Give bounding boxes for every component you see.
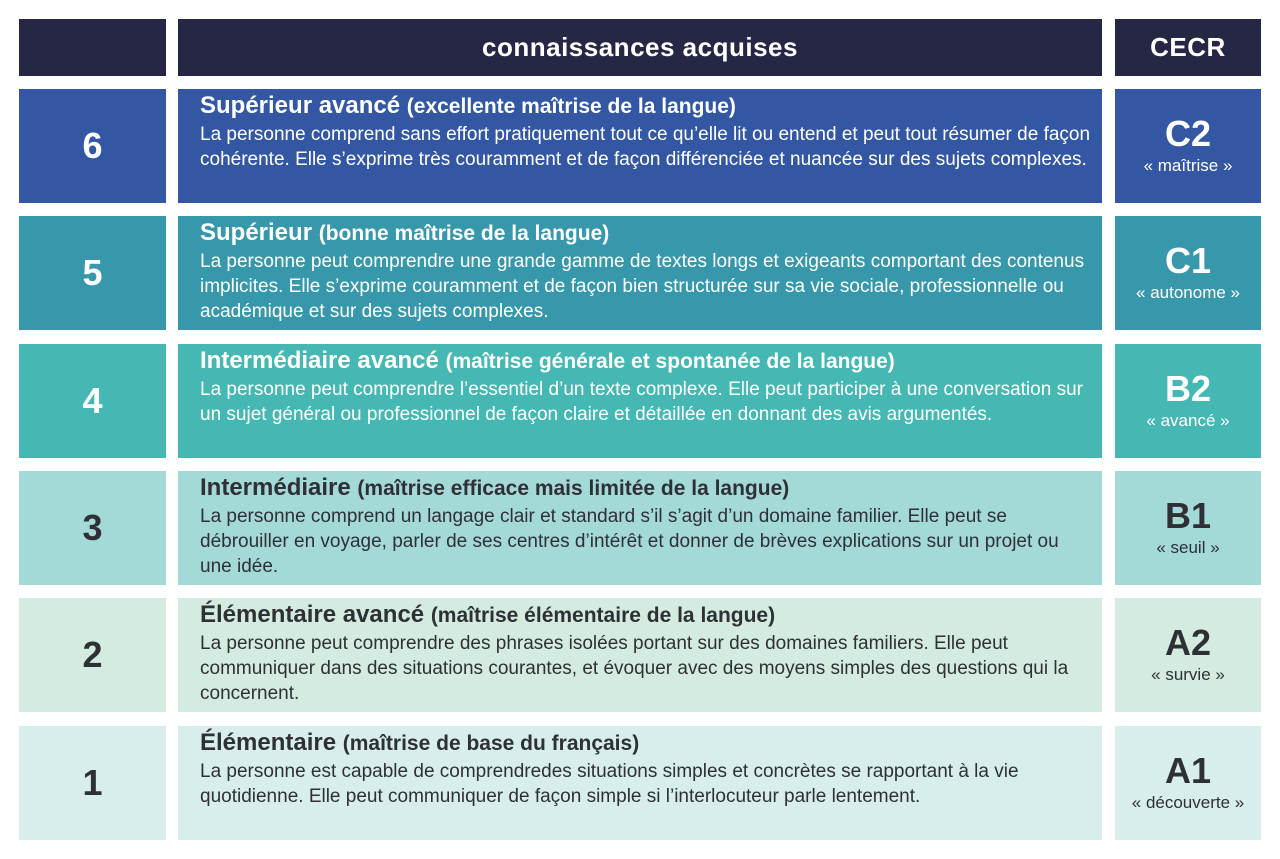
- level-label: « survie »: [1151, 665, 1225, 684]
- level-label: « seuil »: [1156, 538, 1220, 557]
- header-empty-cell: [19, 19, 166, 76]
- row-title-sub: (maîtrise élémentaire de la langue): [430, 604, 776, 627]
- row-title: [200, 218, 1092, 249]
- row-number-1: [19, 726, 166, 840]
- row-title: [200, 600, 1092, 631]
- level-label: « découverte »: [1131, 793, 1245, 812]
- row-number-5: [19, 216, 166, 330]
- row-level-5: [1115, 216, 1261, 330]
- row-title: [200, 728, 1092, 759]
- row-number: 6: [82, 125, 103, 166]
- level-label: « maîtrise »: [1143, 156, 1233, 175]
- row-level-3: [1115, 471, 1261, 585]
- level-code: A1: [1164, 750, 1212, 791]
- row-number: 1: [82, 762, 103, 803]
- level-code: C1: [1164, 240, 1212, 281]
- row-title-sub: (maîtrise générale et spontanée de la langue): [445, 350, 895, 373]
- row-title-main: Supérieur avancé: [200, 92, 401, 119]
- header-cecr: CECR: [1115, 19, 1261, 76]
- row-text: La personne peut comprendre l’essentiel d’un texte complexe. Elle peut participer à une conversation sur un sujet général ou professionnel de façon claire et détaillée en donnant des avis argumentés.: [200, 379, 1083, 425]
- row-description-2: [178, 598, 1102, 712]
- row-description-3: [178, 471, 1102, 585]
- row-number-3: [19, 471, 166, 585]
- row-number: 4: [82, 380, 103, 421]
- level-code: C2: [1164, 113, 1212, 154]
- row-title-sub: (excellente maîtrise de la langue): [406, 95, 736, 118]
- level-code: B1: [1164, 495, 1212, 536]
- row-title-main: Supérieur: [200, 219, 313, 246]
- row-text: La personne comprend un langage clair et standard s’il s’agit d’un domaine familier. Elle peut se débrouiller en voyage, parler de ses centres d’intérêt et donner de brèves explications sur un projet ou une idée.: [200, 506, 1059, 577]
- row-title-sub: (maîtrise efficace mais limitée de la langue): [357, 477, 790, 500]
- header-title: connaissances acquises: [178, 19, 1102, 76]
- level-code: A2: [1164, 622, 1212, 663]
- row-title-main: Élémentaire: [200, 729, 337, 756]
- row-number: 2: [82, 634, 103, 675]
- row-level-4: [1115, 344, 1261, 458]
- row-description-1: [178, 726, 1102, 840]
- row-title-main: Intermédiaire: [200, 474, 351, 501]
- row-title-sub: (bonne maîtrise de la langue): [318, 222, 610, 245]
- row-title: [200, 91, 1092, 122]
- row-title-main: Intermédiaire avancé: [200, 347, 439, 374]
- row-description-6: [178, 89, 1102, 203]
- level-code: B2: [1164, 368, 1212, 409]
- row-number: 5: [82, 252, 103, 293]
- row-number-6: [19, 89, 166, 203]
- row-text: La personne peut comprendre des phrases isolées portant sur des domaines familiers. Elle peut communiquer dans des situations courantes, et évoquer avec des moyens simples des questions qui la concernent.: [200, 633, 1069, 704]
- row-level-6: [1115, 89, 1261, 203]
- row-description-5: [178, 216, 1102, 330]
- row-title: [200, 346, 1092, 377]
- level-label: « autonome »: [1136, 283, 1240, 302]
- row-text: La personne comprend sans effort pratiquement tout ce qu’elle lit ou entend et peut tout résumer de façon cohérente. Elle s’exprime très couramment et de façon différenciée et nuancée sur des sujets complexes.: [200, 124, 1091, 170]
- row-level-1: [1115, 726, 1261, 840]
- row-text: La personne est capable de comprendredes situations simples et concrètes se rapportant à la vie quotidienne. Elle peut communiquer de façon simple si l’interlocuteur parle lentement.: [200, 761, 1019, 807]
- row-title: [200, 473, 1092, 504]
- row-number: 3: [82, 507, 103, 548]
- row-title-main: Élémentaire avancé: [200, 601, 425, 628]
- row-level-2: [1115, 598, 1261, 712]
- level-label: « avancé »: [1146, 411, 1230, 430]
- row-number-4: [19, 344, 166, 458]
- row-title-sub: (maîtrise de base du français): [342, 732, 640, 755]
- row-number-2: [19, 598, 166, 712]
- row-description-4: [178, 344, 1102, 458]
- row-text: La personne peut comprendre une grande gamme de textes longs et exigeants comportant des contenus implicites. Elle s’exprime couramment et de façon bien structurée sur sa vie sociale, professionnelle ou académique et sur des sujets complexes.: [200, 251, 1085, 322]
